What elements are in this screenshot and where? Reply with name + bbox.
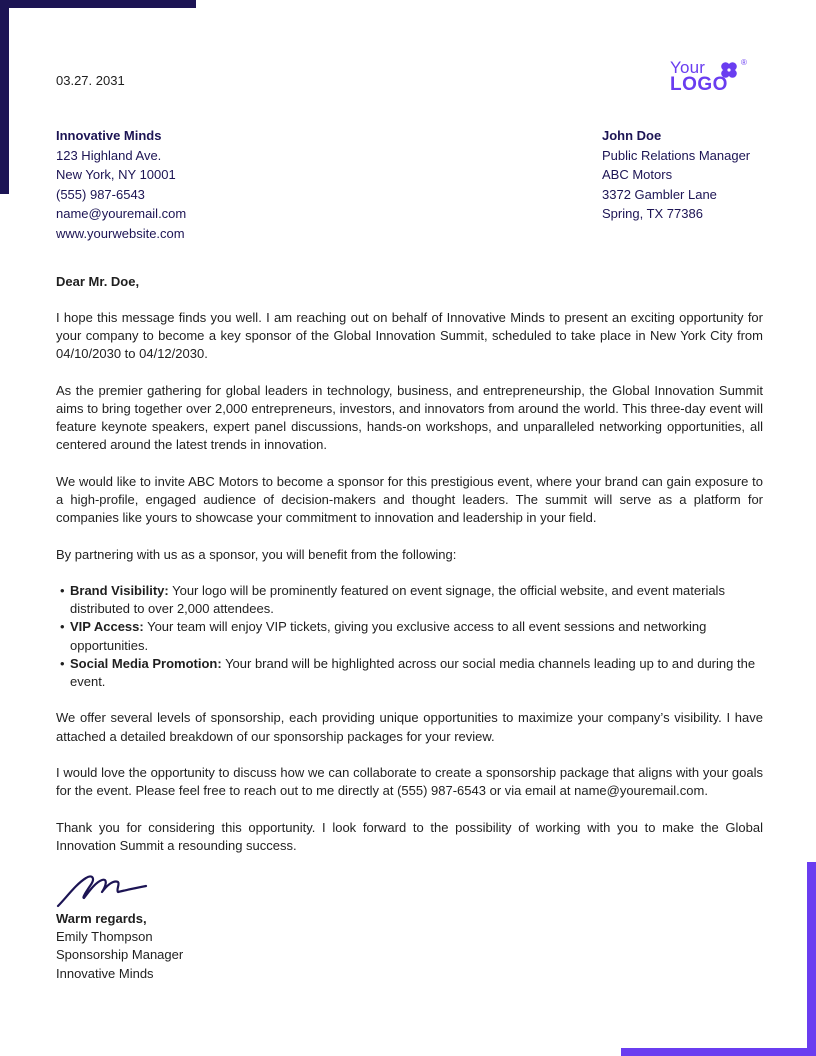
- accent-bar-left: [0, 0, 9, 194]
- sender-address-line: 123 Highland Ave.: [56, 147, 162, 163]
- signer-name: Emily Thompson: [56, 929, 153, 945]
- recipient-block: [602, 126, 750, 224]
- letter-body: [56, 309, 763, 873]
- list-item: [56, 582, 763, 618]
- accent-bar-top: [0, 0, 196, 8]
- signer-company: Innovative Minds: [56, 965, 154, 981]
- accent-bar-right: [807, 862, 816, 1056]
- letter-date: 03.27. 2031: [56, 73, 125, 88]
- body-paragraph: Thank you for considering this opportunity. I look forward to the possibility of working with you to make the Global Innovation Summit a resounding success.: [56, 819, 763, 853]
- body-paragraph: We offer several levels of sponsorship, each providing unique opportunities to maximize your company’s visibility. I have attached a detailed breakdown of our sponsorship packages for your review.: [56, 710, 763, 744]
- bullet-icon: •: [60, 582, 65, 598]
- sender-email: name@youremail.com: [56, 206, 187, 222]
- sender-website: www.yourwebsite.com: [56, 225, 185, 241]
- benefit-text: Your brand will be highlighted across our social media channels leading up to and during the event.: [70, 655, 756, 689]
- benefit-term: Social Media Promotion:: [70, 655, 222, 671]
- logo-word-logo: LOGO: [670, 74, 728, 95]
- company-logo: [670, 58, 760, 98]
- bullet-icon: •: [60, 655, 65, 671]
- closing-regards: Warm regards,: [56, 911, 147, 926]
- sender-name: Innovative Minds: [56, 128, 162, 143]
- benefit-text: Your logo will be prominently featured on event signage, the official website, and event materials distributed to over 2,000 attendees.: [70, 582, 725, 617]
- logo-word-your: Your: [670, 58, 706, 77]
- body-paragraph: As the premier gathering for global leaders in technology, business, and entrepreneurship, the Global Innovation Summit aims to bring together over 2,000 entrepreneurs, investors, and innovators from around the world. This three-day event will feature keynote speakers, expert panel discussions, hands-on workshops, and unparalleled networking opportunities, all centered around the latest trends in innovation.: [56, 382, 763, 453]
- recipient-title: Public Relations Manager: [602, 147, 751, 163]
- body-paragraph: By partnering with us as a sponsor, you will benefit from the following:: [56, 546, 457, 562]
- handwritten-signature: [56, 870, 148, 910]
- benefits-list: [56, 582, 763, 691]
- body-paragraph: We would like to invite ABC Motors to become a sponsor for this prestigious event, where your brand can gain exposure to a high-profile, engaged audience of decision-makers and thought leaders. The summit will serve as a platform for companies like yours to showcase your commitment to innovation and leadership in your field.: [56, 473, 763, 526]
- registered-mark: ®: [741, 58, 747, 67]
- sender-block: [56, 126, 186, 244]
- benefit-text: Your team will enjoy VIP tickets, giving you exclusive access to all event sessions and networking opportunities.: [70, 619, 707, 653]
- list-item: [56, 618, 763, 654]
- benefit-term: VIP Access:: [70, 619, 144, 635]
- accent-bar-bottom: [621, 1048, 816, 1056]
- salutation: Dear Mr. Doe,: [56, 274, 140, 289]
- recipient-name: John Doe: [602, 128, 662, 143]
- body-paragraph: I hope this message finds you well. I am reaching out on behalf of Innovative Minds to present an exciting opportunity for your company to become a key sponsor of the Global Innovation Summit, scheduled to take place in New York City from 04/10/2030 to 04/12/2030.: [56, 310, 763, 362]
- sender-phone: (555) 987-6543: [56, 186, 145, 202]
- bullet-icon: •: [60, 619, 65, 635]
- body-paragraph: I would love the opportunity to discuss how we can collaborate to create a sponsorship package that aligns with your goals for the event. Please feel free to reach out to me directly at (555) 987-6543 or via email at name@youremail.com.: [56, 764, 763, 799]
- signoff-block: [56, 910, 183, 983]
- sender-city-line: New York, NY 10001: [56, 167, 176, 183]
- recipient-city: Spring, TX 77386: [602, 206, 703, 222]
- recipient-street: 3372 Gambler Lane: [602, 186, 717, 202]
- recipient-company: ABC Motors: [602, 167, 673, 183]
- benefit-term: Brand Visibility:: [70, 582, 169, 598]
- signer-title: Sponsorship Manager: [56, 947, 184, 963]
- list-item: [56, 655, 763, 691]
